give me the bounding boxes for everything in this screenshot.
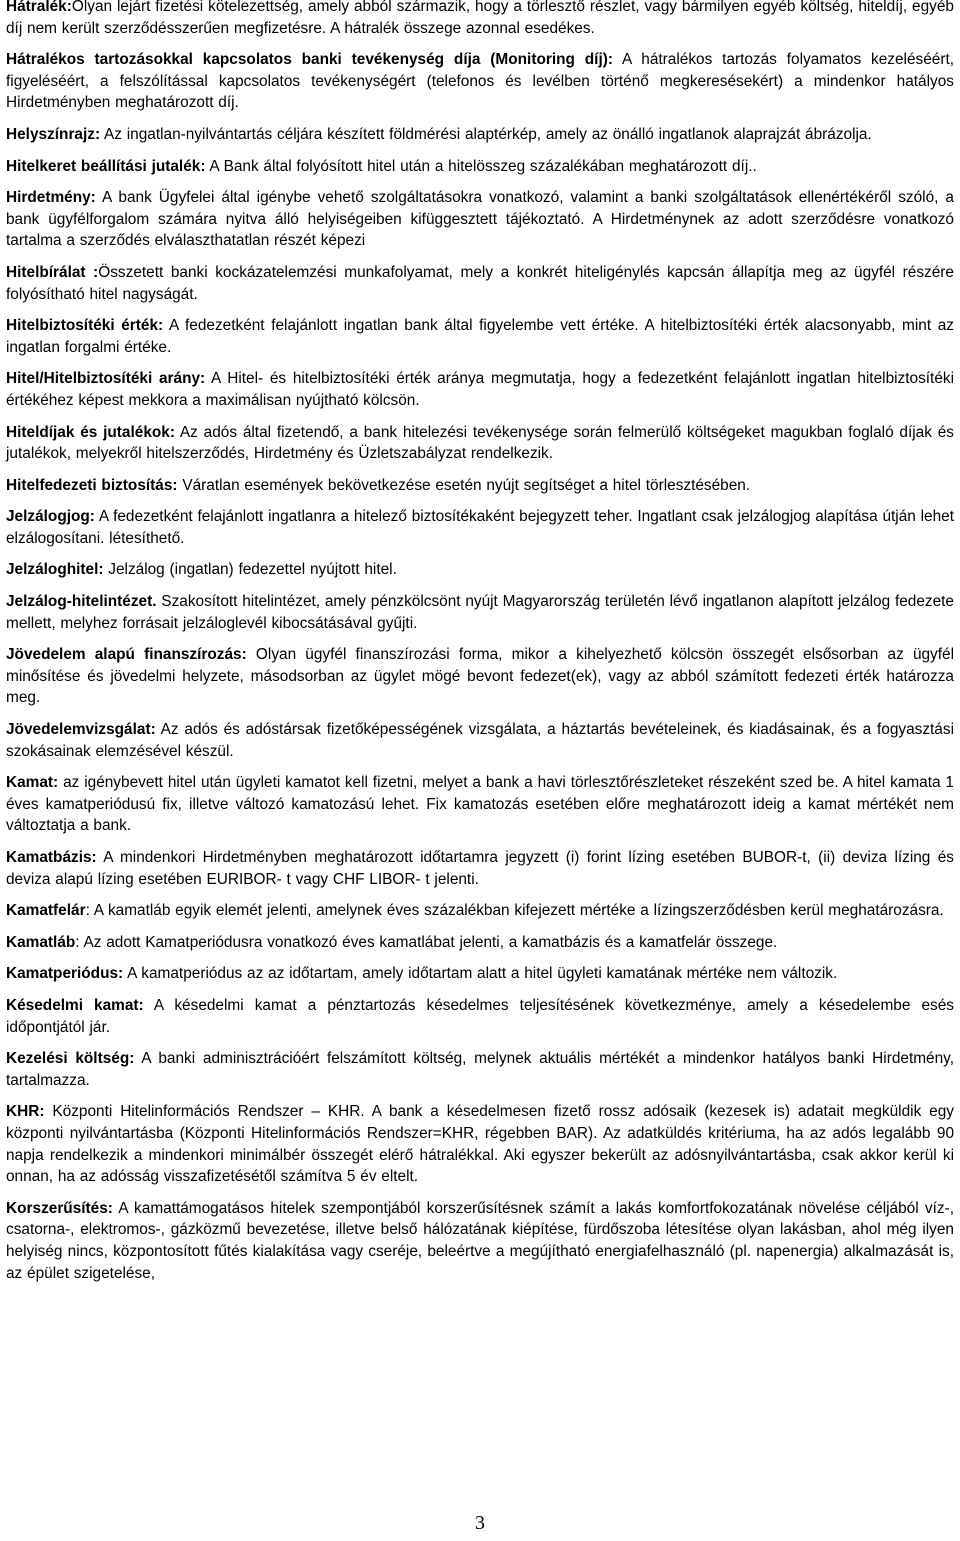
glossary-definition: A fedezetként felajánlott ingatlan bank által figyelembe vett értéke. A hitelbiztosítéki érték alacsonyabb, mint az ingatlan forgalmi értéke. [6, 317, 954, 356]
glossary-term: Kamatfelár [6, 902, 86, 920]
glossary-term: KHR: [6, 1103, 45, 1121]
glossary-term: Hitelfedezeti biztosítás: [6, 476, 178, 494]
glossary-entry [6, 772, 954, 837]
glossary-term: Hitel/Hitelbiztosítéki arány: [6, 370, 206, 388]
glossary-term: Hirdetmény: [6, 189, 96, 207]
glossary-entry [6, 591, 954, 634]
glossary-definition: A fedezetként felajánlott ingatlanra a hitelező biztosítékaként bejegyzett teher. Ingatlant csak jelzálogjog alapítása útján lehet elzálogosítani. létesíthető. [6, 508, 954, 547]
glossary-entry [6, 932, 954, 954]
glossary-definition: Szakosított hitelintézet, amely pénzkölcsönt nyújt Magyarország területén lévő ingatlanon alapított jelzálog fedezete mellett, melyhez forrásait jelzáloglevél kibocsátásával gyűjti. [6, 593, 954, 632]
glossary-term: Jelzáloghitel: [6, 561, 104, 579]
glossary-page [6, 0, 954, 1294]
glossary-term: Korszerűsítés: [6, 1199, 113, 1217]
glossary-term: Kamatbázis: [6, 849, 97, 866]
glossary-definition: Az ingatlan-nyilvántartás céljára készített földmérési alaptérkép, amely az önálló ingatlanok alaprajzát ábrázolja. [100, 125, 872, 143]
glossary-definition: A késedelmi kamat a pénztartozás késedelmes teljesítésének következménye, amely a késedelembe esés időpontjától jár. [6, 996, 954, 1036]
glossary-definition: Jelzálog (ingatlan) fedezettel nyújtott hitel. [103, 561, 397, 579]
glossary-entry [6, 49, 954, 114]
glossary-entry [6, 475, 954, 497]
glossary-entry [6, 506, 954, 549]
glossary-definition: A hátralékos tartozás folyamatos kezeléséért, figyeléséért, a felszólítással kapcsolatos tevékenységért (telefonos és levélben történő megkeresésekért) a mindenkor hatályos Hirdetményben meghatározott díj. [6, 51, 954, 112]
glossary-definition: Olyan ügyfél finanszírozási forma, mikor a kihelyezhető kölcsön összegét elsősorban az ügyfél minősítése és jövedelmi helyzete, másodsorban az ügylet mögé bevont fedezet(ek), vagy az abból számított fedezeti érték határozza meg. [6, 646, 955, 707]
glossary-term: Jövedelemvizsgálat: [6, 721, 156, 739]
glossary-entry [6, 1101, 954, 1187]
glossary-definition: az igénybevett hitel után ügyleti kamatot kell fizetni, melyet a bank a havi törlesztőrészleteket részeként szed be. A hitel kamata 1 éves kamatperiódusú fix, illetve változó kamatozású lehet. Fix kamatozás esetében előre meghatározott ideig a kamat mértékét nem változtatja a bank. [6, 774, 954, 835]
glossary-term: Hiteldíjak és jutalékok: [6, 423, 175, 441]
glossary-entry [6, 187, 954, 252]
glossary-entry [6, 963, 954, 985]
glossary-entry [6, 847, 954, 890]
glossary-definition: A bank Ügyfelei által igénybe vehető szolgáltatásokra vonatkozó, valamint a banki szolgáltatások ellenértékéről szóló, a bank ügyfélforgalom számára nyitva álló helyiségeiben kifüggesztett tájékoztató. A Hirdetménynek az adott szerződésre vonatkozó tartalma a szerződés elválaszthatatlan részét képezi [6, 189, 954, 250]
glossary-term: Jövedelem alapú finanszírozás: [6, 646, 247, 664]
glossary-entry [6, 368, 954, 411]
glossary-term: Kezelési költség: [6, 1050, 135, 1068]
glossary-definition: A mindenkori Hirdetményben meghatározott időtartamra jegyzett (i) forint lízing esetében BUBOR-t, (ii) deviza lízing és deviza alapú lízing esetében EURIBOR- t vagy CHF LIBOR- t jelenti. [6, 849, 954, 888]
glossary-entry [6, 124, 954, 146]
glossary-definition: Összetett banki kockázatelemzési munkafolyamat, mely a konkrét hiteligénylés kapcsán állapítja meg az ügyfél részére folyósítható hitel nagyságát. [6, 263, 954, 303]
glossary-definition: A kamatperiódus az az időtartam, amely időtartam alatt a hitel ügyleti kamatának mértéke nem változik. [123, 965, 838, 983]
glossary-term: Helyszínrajz: [6, 125, 101, 143]
glossary-term: Jelzálog-hitelintézet. [6, 593, 157, 611]
glossary-term: Kamatperiódus: [6, 965, 124, 983]
glossary-term: Hátralék: [6, 0, 72, 15]
glossary-entry [6, 995, 954, 1038]
glossary-entry [6, 559, 954, 581]
glossary-definition: Az adós által fizetendő, a bank hitelezési tevékenysége során felmerülő költségeket magukban foglaló díjak és jutalékok, melyekről hitelszerződés, Hirdetmény és Üzletszabályzat rendelkezik. [6, 423, 954, 463]
glossary-definition: A banki adminisztrációért felszámított költség, melynek aktuális mértékét a mindenkor hatályos banki Hirdetmény, tartalmazza. [6, 1050, 954, 1089]
glossary-definition: Váratlan események bekövetkezése esetén nyújt segítséget a hitel törlesztésében. [177, 476, 751, 494]
glossary-definition: A Hitel- és hitelbiztosítéki érték aránya megmutatja, hogy a fedezetként felajánlott ingatlan hitelbiztosítéki értékéhez képest mekkora a maximálisan nyújtható kölcsön. [6, 370, 954, 409]
glossary-entry [6, 1198, 954, 1284]
glossary-entry [6, 644, 954, 709]
glossary-term: Hitelbiztosítéki érték: [6, 317, 164, 335]
glossary-term: Hitelkeret beállítási jutalék: [6, 157, 206, 175]
glossary-definition: Az adós és adóstársak fizetőképességének vizsgálata, a háztartás bevételeinek, és kiadásainak, és a fogyasztási szokásainak elemzésével készül. [6, 721, 954, 760]
glossary-term: Jelzálogjog: [6, 508, 95, 526]
glossary-definition: : Az adott Kamatperiódusra vonatkozó éves kamatlábat jelenti, a kamatbázis és a kamatfelár összege. [75, 933, 778, 951]
glossary-entry [6, 262, 954, 305]
glossary-term: Kamat: [6, 774, 59, 792]
glossary-definition: A Bank által folyósított hitel után a hitelösszeg százalékában meghatározott díj.. [205, 157, 757, 175]
glossary-definition: Központi Hitelinformációs Rendszer – KHR. A bank a késedelmesen fizető rossz adósaik (kezesek is) adatait megküldik egy központi nyilvántartásba (Központi Hitelinformációs Rendszer=KHR, régebben BAR). Az adatküldés kritériuma, ha az adós legalább 90 napja rendelkezik a mindenkori minimálbér összegét elérő hátralékkal. Aki egyszer bekerült az adósnyilvántartásba, csak akkor kerül ki onnan, ha az adósság visszafizetésétől számítva 5 év eltelt. [6, 1103, 954, 1186]
glossary-definition: Olyan lejárt fizetési kötelezettség, amely abból származik, hogy a törlesztő részlet, vagy bármilyen egyéb költség, hiteldíj, egyéb díj nem került szerződésszerűen megfizetésre. A hátralék összege azonnal esedékes. [6, 0, 954, 37]
glossary-definition: A kamattámogatásos hitelek szempontjából korszerűsítésnek számít a lakás komfortfokozatának növelése céljából víz-, csatorna-, elektromos-, gázközmű bevezetése, illetve belső hálózatának kiépítése, fürdőszoba létesítése olyan lakásban, ahol még ilyen helyiség nincs, központosított fűtés kialakítása vagy cseréje, beleértve a megújítható energiafelhasználó (pl. napenergia) alkalmazását is, az épület szigetelése, [6, 1199, 954, 1282]
glossary-term: Kamatláb [6, 933, 76, 951]
glossary-term: Késedelmi kamat: [6, 996, 144, 1014]
glossary-entry [6, 719, 954, 762]
glossary-definition: : A kamatláb egyik elemét jelenti, amelynek éves százalékban kifejezett mértéke a lízingszerződésben kerül meghatározásra. [85, 902, 944, 920]
glossary-term: Hátralékos tartozásokkal kapcsolatos banki tevékenység díja (Monitoring díj): [6, 51, 613, 69]
glossary-term: Hitelbírálat : [6, 263, 99, 281]
glossary-entry [6, 422, 954, 465]
page-number: 3 [475, 1512, 485, 1534]
glossary-entry [6, 315, 954, 358]
glossary-entry [6, 900, 954, 922]
glossary-entry [6, 156, 954, 178]
glossary-entry [6, 0, 954, 39]
glossary-entry [6, 1048, 954, 1091]
